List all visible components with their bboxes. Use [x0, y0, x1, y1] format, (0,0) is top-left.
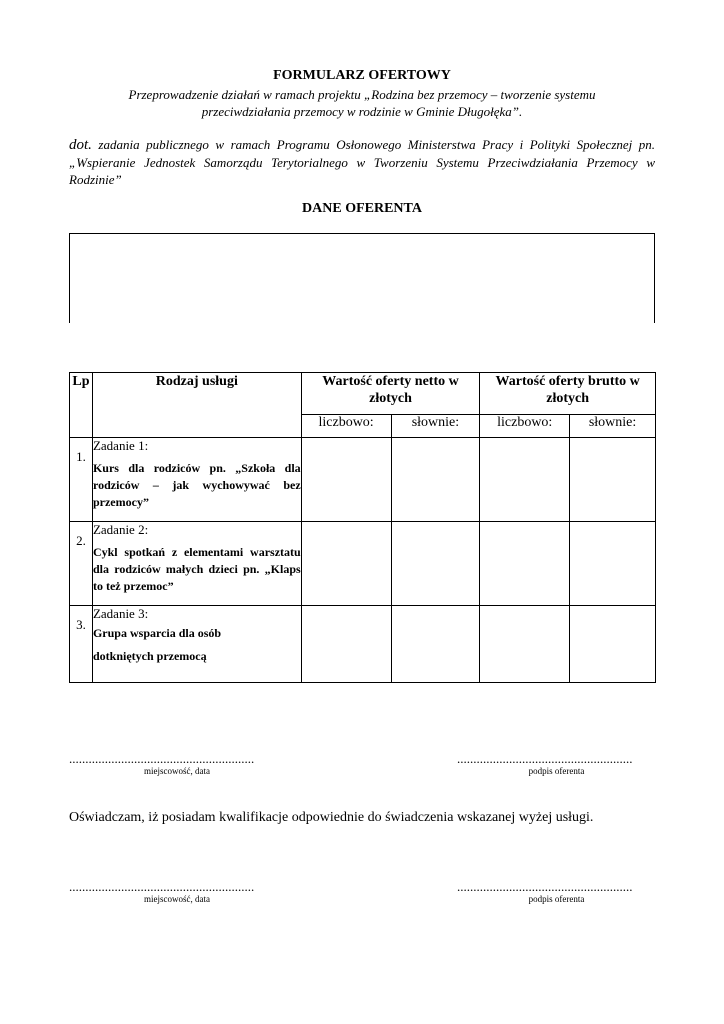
signature-line[interactable]: ......................................................: [457, 879, 633, 894]
task-reference: [69, 136, 655, 188]
net-numeric-header: liczbowo:: [301, 415, 391, 438]
net-words-header: słownie:: [391, 415, 480, 438]
qualification-declaration: Oświadczam, iż posiadam kwalifikacje odpowiednie do świadczenia wskazanej wyżej usługi.: [69, 810, 594, 825]
table-row: [70, 522, 656, 606]
row-number-text: 3.: [76, 617, 86, 632]
task-label: Zadanie 2:: [92, 522, 149, 537]
net-words-cell[interactable]: [391, 606, 480, 683]
task-description: Kurs dla rodziców pn. „Szkoła dla rodziców – jak wychowywać bez przemocy”: [92, 461, 301, 509]
task-description: Grupa wsparcia dla osób dotkniętych przemocą: [92, 626, 222, 663]
row-number-text: 1.: [76, 449, 86, 464]
gross-words-cell[interactable]: [570, 522, 656, 606]
header-lp: Lp: [70, 373, 93, 438]
row-number: [70, 606, 93, 683]
gross-words-cell[interactable]: [570, 438, 656, 522]
dot-prefix: dot.: [69, 137, 92, 153]
section-title-oferent: DANE OFERENTA: [302, 201, 422, 216]
row-number-text: 2.: [76, 533, 86, 548]
header-service-type: Rodzaj usługi: [92, 373, 301, 438]
row-number: [70, 438, 93, 522]
place-date-line[interactable]: .........................................................: [69, 879, 255, 894]
gross-numeric-cell[interactable]: [480, 438, 570, 522]
net-numeric-cell[interactable]: [301, 438, 391, 522]
signature-line[interactable]: ......................................................: [457, 751, 633, 766]
gross-words-cell[interactable]: [570, 606, 656, 683]
gross-numeric-cell[interactable]: [480, 522, 570, 606]
form-title: FORMULARZ OFERTOWY: [273, 68, 451, 83]
row-number: [70, 522, 93, 606]
net-words-cell[interactable]: [391, 522, 480, 606]
task-label: Zadanie 3:: [92, 606, 149, 621]
signature-caption: podpis oferenta: [528, 766, 585, 776]
form-subtitle: Przeprowadzenie działań w ramach projektu „Rodzina bez przemocy – tworzenie systemu przeciwdziałania przemocy w rodzinie w Gminie Długołęka”.: [128, 87, 596, 119]
gross-numeric-header: liczbowo:: [480, 415, 570, 438]
task-cell: [92, 438, 301, 522]
net-numeric-cell[interactable]: [301, 522, 391, 606]
oferent-data-box[interactable]: [69, 233, 655, 323]
table-row: [70, 438, 656, 522]
net-numeric-cell[interactable]: [301, 606, 391, 683]
table-row: [70, 606, 656, 683]
signature-caption: podpis oferenta: [528, 894, 585, 904]
net-words-cell[interactable]: [391, 438, 480, 522]
dot-text: zadania publicznego w ramach Programu Osłonowego Ministerstwa Pracy i Polityki Społecznej pn. „Wspieranie Jednostek Samorządu Terytorialnego w Tworzeniu Systemu Przeciwdziałania Przemocy w Rodzinie”: [69, 137, 655, 187]
task-cell: [92, 522, 301, 606]
task-cell: [92, 606, 301, 683]
place-date-caption: miejscowość, data: [144, 766, 210, 776]
header-gross-value: Wartość oferty brutto w złotych: [480, 373, 656, 415]
offer-table: [69, 372, 656, 683]
gross-numeric-cell[interactable]: [480, 606, 570, 683]
gross-words-header: słownie:: [570, 415, 656, 438]
place-date-line[interactable]: .........................................................: [69, 751, 255, 766]
table-header-row: [70, 373, 656, 415]
place-date-caption: miejscowość, data: [144, 894, 210, 904]
task-label: Zadanie 1:: [92, 438, 149, 453]
task-description: Cykl spotkań z elementami warsztatu dla rodziców małych dzieci pn. „Klaps to też przemoc”: [92, 545, 301, 593]
header-net-value: Wartość oferty netto w złotych: [301, 373, 480, 415]
